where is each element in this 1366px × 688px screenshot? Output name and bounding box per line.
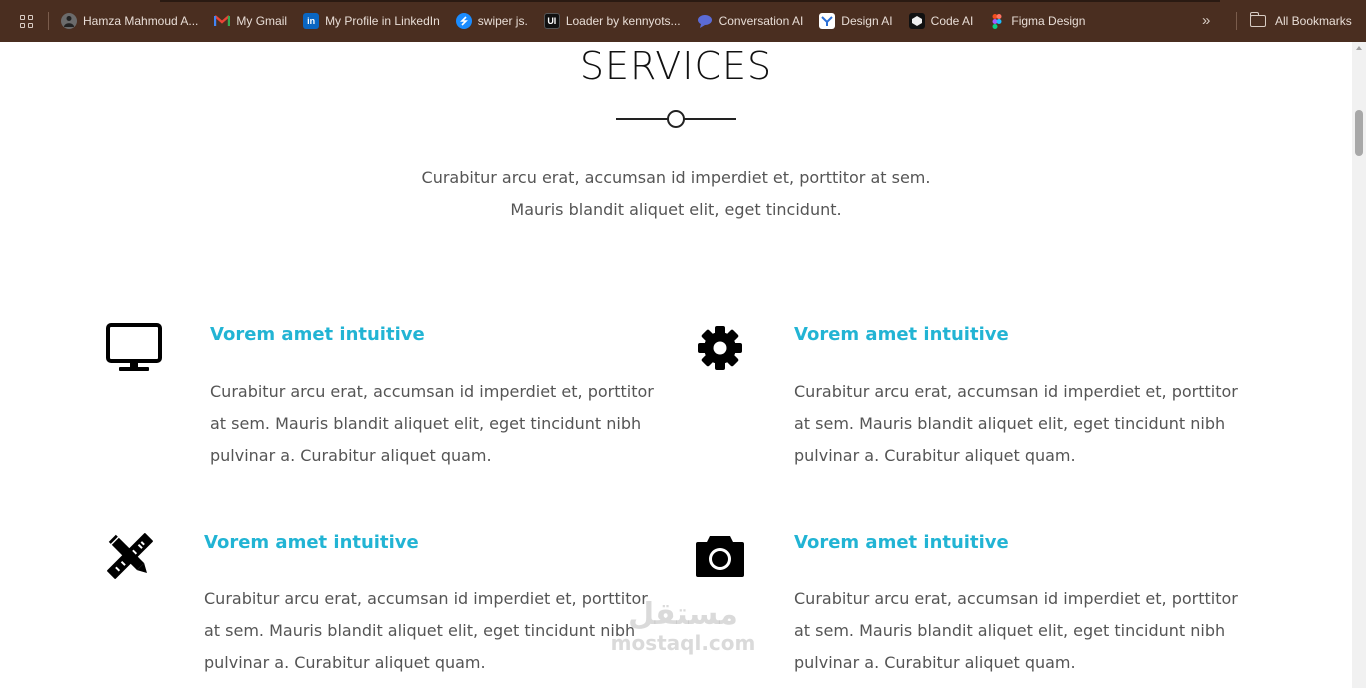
gear-icon — [697, 325, 743, 375]
bookmark-gmail[interactable] — [208, 8, 293, 34]
watermark-latin: mostaql.com — [610, 631, 756, 655]
bookmark-conversation-ai[interactable] — [691, 8, 810, 34]
watermark — [598, 598, 768, 654]
scroll-up-arrow-icon[interactable] — [1356, 46, 1362, 50]
bookmark-label: Loader by kennyots... — [565, 14, 681, 28]
bookmark-label: Code AI — [930, 14, 974, 28]
all-bookmarks-label: All Bookmarks — [1275, 14, 1352, 28]
monitor-icon — [106, 323, 162, 377]
bookmarks-bar — [0, 0, 1366, 42]
service-title: Vorem amet intuitive — [204, 532, 419, 553]
page-title: SERVICES — [579, 44, 773, 88]
bookmark-loader[interactable] — [538, 8, 687, 34]
chevron-double-right-icon[interactable]: » — [1202, 12, 1211, 29]
bookmark-label: Conversation AI — [718, 14, 804, 28]
code-ai-icon — [909, 13, 925, 29]
uiverse-icon: UI — [544, 13, 560, 29]
figma-icon — [989, 13, 1005, 29]
bookmark-label: My Gmail — [236, 14, 288, 28]
scrollbar-thumb[interactable] — [1355, 110, 1363, 156]
bookmark-label: Hamza Mahmoud A... — [83, 14, 199, 28]
pencil-ruler-icon — [105, 531, 155, 585]
service-title: Vorem amet intuitive — [210, 324, 425, 345]
linkedin-icon: in — [303, 13, 319, 29]
watermark-arabic: مستقل — [628, 597, 738, 632]
avatar-icon — [61, 13, 77, 29]
bookmark-label: My Profile in LinkedIn — [325, 14, 440, 28]
bookmark-code-ai[interactable] — [903, 8, 980, 34]
bookmark-label: swiper js. — [477, 14, 528, 28]
bookmark-hamza[interactable] — [55, 8, 204, 34]
service-description: Curabitur arcu erat, accumsan id imperdiet et, porttitor at sem. Mauris blandit aliquet elit, eget tincidunt nibh pulvinar a. Curabitur aliquet quam. — [794, 589, 1238, 672]
service-description: Curabitur arcu erat, accumsan id imperdiet et, porttitor at sem. Mauris blandit aliquet elit, eget tincidunt nibh pulvinar a. Curabitur aliquet quam. — [794, 382, 1238, 465]
bookmark-figma[interactable] — [983, 8, 1091, 34]
service-title: Vorem amet intuitive — [794, 532, 1009, 553]
bookmark-design-ai[interactable] — [813, 8, 898, 34]
bookmarks-separator — [1236, 12, 1237, 30]
service-title: Vorem amet intuitive — [794, 324, 1009, 345]
bookmark-swiper[interactable] — [450, 8, 534, 34]
folder-icon — [1250, 15, 1266, 27]
service-description: Curabitur arcu erat, accumsan id imperdiet et, porttitor at sem. Mauris blandit aliquet elit, eget tincidunt nibh pulvinar a. Curabitur aliquet quam. — [204, 589, 648, 672]
bookmark-label: Figma Design — [1011, 14, 1086, 28]
conversation-ai-icon — [697, 13, 713, 29]
title-divider — [616, 110, 736, 128]
gmail-icon — [214, 13, 230, 29]
apps-grid-icon[interactable] — [0, 0, 52, 42]
camera-icon — [695, 534, 745, 582]
service-description: Curabitur arcu erat, accumsan id imperdiet et, porttitor at sem. Mauris blandit aliquet elit, eget tincidunt nibh pulvinar a. Curabitur aliquet quam. — [210, 382, 654, 465]
swiper-icon — [456, 13, 472, 29]
bookmark-linkedin[interactable] — [297, 8, 446, 34]
section-intro: Curabitur arcu erat, accumsan id imperdiet et, porttitor at sem. Mauris blandit aliquet elit, eget tincidunt. — [421, 168, 931, 219]
design-ai-icon — [819, 13, 835, 29]
all-bookmarks-button[interactable] — [1250, 0, 1352, 42]
bookmark-label: Design AI — [841, 14, 893, 28]
